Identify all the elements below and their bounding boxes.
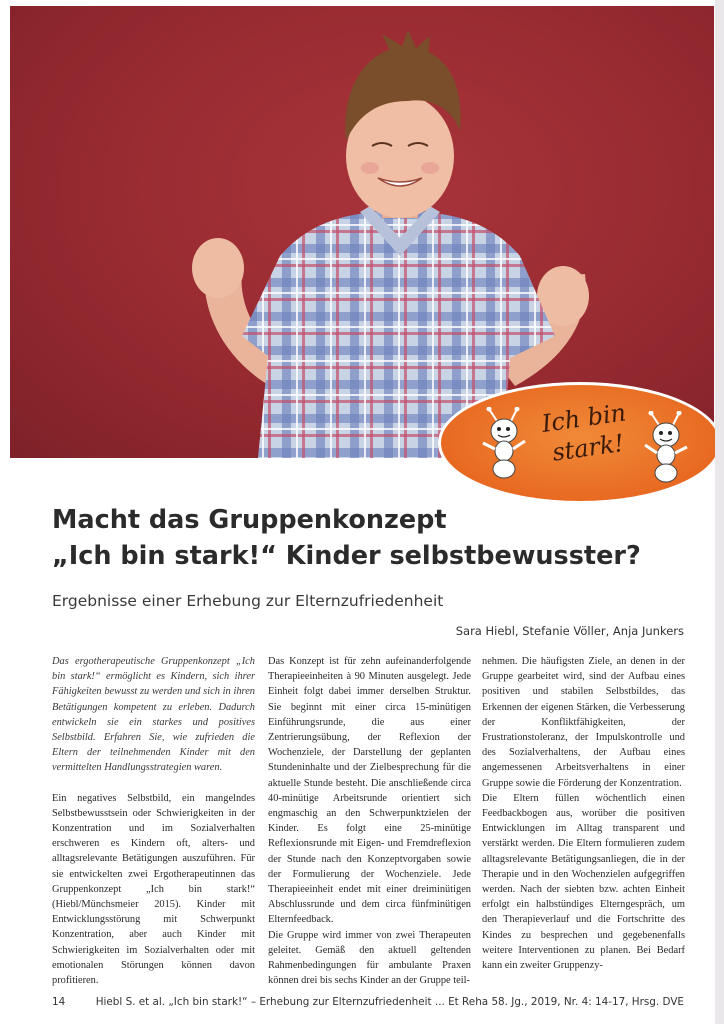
badge-line-2: stark! — [550, 428, 626, 467]
body-paragraph: Das Konzept ist für zehn aufeinanderfolgende Therapieeinheiten à 90 Minuten ausgelegt. Jede Einheit folgt dabei immer derselben Struktur. Sie beginnt mit einer circa 15-minütigen Einführungsrunde, die aus einer Zentrierungsübung, der Reflexion der Wochenziele, der Darstellung der geplanten Stundeninhalte und der Zielbesprechung für die aktuelle Stunde besteht. Die anschließende circa 40-minütige Arbeitsrunde orientiert sich engmaschig an den Schwerpunktzielen der Kinder. Es folgt eine 25-minütige Reflexionsrunde mit Eigen- und Fremdreflexion der Stunde nach den Konzeptvorgaben sowie der Formulierung der Wochenziele. Jede Therapieeinheit endet mit einer dreiminütigen Abschlussrunde und dem circa fünfminütigen Elternfeedback. — [268, 656, 471, 926]
citation-line: Hiebl S. et al. „Ich bin stark!“ – Erhebung zur Elternzufriedenheit ... Et Reha 58. Jg., 2019, Nr. 4: 14-17, Hrsg. DVE — [95, 996, 684, 1008]
title-line-2: „Ich bin stark!“ Kinder selbstbewusster? — [52, 541, 641, 571]
scan-edge — [715, 0, 724, 1024]
body-paragraph: Die Eltern füllen wöchentlich einen Feedbackbogen aus, worüber die positiven Entwicklungen im Alltag transparent und verstärkt werden. Die Eltern formulieren zudem alltagsrelevante Betätigungsanliegen, die in der Therapie und in den Wochenzielen aufgegriffen werden. Nach der siebten bzw. achten Einheit erfolgt ein halbstündiges Elterngespräch, um den Therapieverlauf und die Fortschritte des Kindes zu besprechen und gegebenenfalls weitere Interventionen zu planen. Bei Bedarf kann ein zweiter Gruppenzy- — [482, 792, 685, 972]
title-line-1: Macht das Gruppenkonzept — [52, 505, 447, 535]
article-title — [52, 502, 692, 574]
ant-mascot-left-icon — [477, 407, 531, 481]
body-paragraph: Die Gruppe wird immer von zwei Therapeuten geleitet. Gemäß den aktuell geltenden Rahmenbedingungen für ambulante Praxen können drei bis sechs Kinder an der Gruppe teil- — [268, 929, 471, 987]
article-subtitle: Ergebnisse einer Erhebung zur Elternzufriedenheit — [52, 592, 444, 610]
abstract-paragraph: Das ergotherapeutische Gruppenkonzept „Ich bin stark!“ ermöglicht es Kindern, sich ihrer Fähigkeiten bewusst zu werden und sich in ihren Betätigungen kompetent zu erleben. Dadurch entwickeln sie ein starkes und positives Selbstbild. Erfahren Sie, wie zufrieden die Eltern der teilnehmenden Kinder mit den vermittelten Handlungsstrategien waren. — [52, 656, 255, 774]
text-column-1 — [52, 654, 255, 988]
article-authors: Sara Hiebl, Stefanie Völler, Anja Junkers — [455, 624, 684, 638]
body-paragraph: Ein negatives Selbstbild, ein mangelndes Selbstbewusstsein oder Schwierigkeiten in der Konzentration und im Sozialverhalten erschweren es Kindern oft, alters- und alltagsrelevante Betätigungen auszuführen. Für sie entwickelten zwei Ergotherapeutinnen das Gruppenkonzept „Ich bin stark!“ (Hiebl/Münchsmeier 2015). Kinder mit Entwicklungsstörung mit Schwerpunkt Konzentration, aber auch Kinder mit Schwierigkeiten im Sozialverhalten oder mit emotionalen Störungen können davon profitieren. — [52, 792, 255, 987]
page-number: 14 — [52, 996, 66, 1008]
badge-label — [527, 396, 644, 471]
text-column-3 — [482, 654, 685, 973]
text-column-2 — [268, 654, 471, 988]
body-paragraph: nehmen. Die häufigsten Ziele, an denen in der Gruppe gearbeitet wird, sind der Aufbau eines positiven und stabilen Selbstbildes, das Erkennen der eigenen Stärken, die Verbesserung der Konfliktfähigkeiten, der Frustrationstoleranz, der Impulskontrolle und des Sozialverhaltens, der Aufbau eines angemessenen Arbeitsverhaltens in einer Gruppe sowie die Förderung der Konzentration. — [482, 656, 685, 789]
badge-line-1: Ich bin — [540, 398, 628, 438]
ant-mascot-right-icon — [639, 411, 693, 485]
ich-bin-stark-badge — [438, 382, 722, 504]
